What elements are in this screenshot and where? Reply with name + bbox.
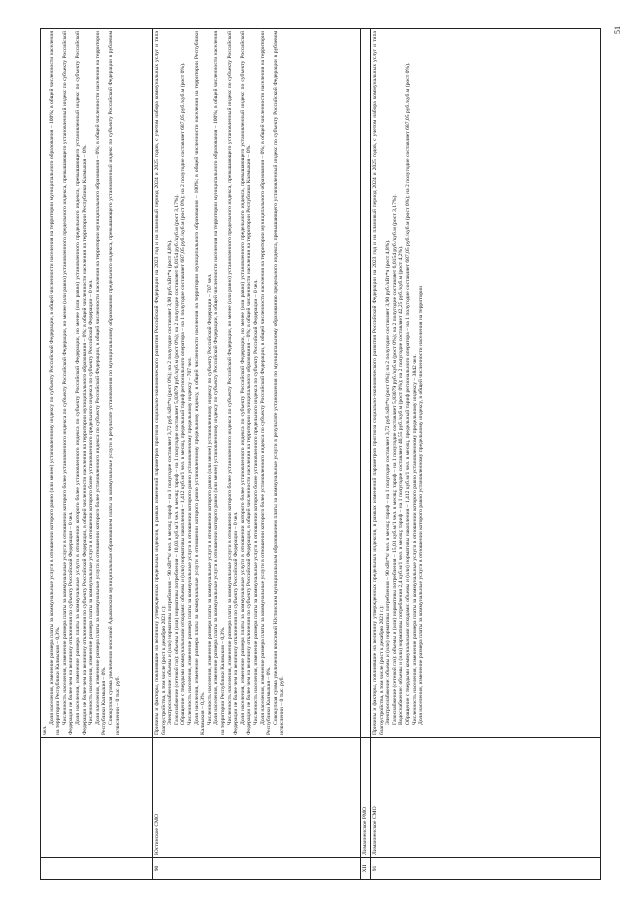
description-cell: [361, 29, 371, 738]
description-paragraph: Водоснабжение: объемы и (или) нормативы потребления 2,4 куб.м/1 чел. в месяц; тариф – на 1 полугодие составляет 40,55 руб./куб.м (рост 0%); на 2 полугодие составляет 42,25 руб./куб.м (рост 4,2%).: [398, 245, 405, 725]
section-row: [361, 29, 371, 880]
description-paragraph: Электроснабжение: объемы и (или) нормативы потребления – 90 кВт*ч/ чел. в месяц; тариф – на 1 полугодие составляет 3,72 руб./кВт*ч (рост 0%); на 2 полугодие составляет 3,90 руб./кВт*ч (рост 4,8%).: [167, 239, 174, 725]
row-number: XII: [361, 858, 371, 880]
description-cell: [153, 29, 361, 738]
description-paragraph: Совокупная сумма увеличения вносимой Адыковским муниципальным образованием платы за коммунальные услуги в результате установления по муниципальному образованию предельного индекса, превышающего установленный индекс по субъекту Российской Федерации в рублевом исчислении – 0 тыс. руб.: [107, 31, 121, 735]
description-cell: [41, 29, 153, 738]
municipality-name: Юстинское СМО: [153, 738, 361, 858]
table-row: [41, 29, 153, 880]
description-paragraph: Доля населения, изменение размера платы за коммунальные услуги в отношении которого равно установленному предельному индексу, в общей численности населения на территории муниципального образования – 100%; в общей численности населения на территории Республики Калмыкия – 0,3%.: [193, 31, 207, 735]
description-paragraph: Причины и факторы, повлиявшие на величину утвержденных предельных индексов, в рамках изменений параметров прогноза социально-экономического развития Российской Федерации на 2023 год и на плановый период 2024 и 2025 годов, с учетом набора коммунальных услуг и типа благоустройства, в том числе (рост к декабрю 2021 г.):: [154, 31, 167, 735]
table-row: [153, 29, 361, 880]
description-paragraph: Численность населения, изменение размера платы за коммунальные услуги в отношении которого более установленного индекса по субъекту Российской Федерации, но менее (или равно) установленного предельного индекса, превышающего установленный индекс по субъекту Российской Федерации не более чем на величину отклонения по субъекту Российской Федерации – 0 чел.: [61, 31, 75, 735]
description-paragraph: Газоснабжение (сетевой газ): объемы и (или) нормативы потребления – 15,01 куб.м/1 чел. в месяц; тариф – на 1 полугодие составляет 5,83079 руб./куб.м (рост 0%); на 2 полугодие составляет 6,0154 руб./куб.м (рост 3,17%).: [391, 194, 398, 725]
description-paragraph: Доля населения, изменение размера платы за коммунальные услуги в отношении которого более установленного индекса по субъекту Российской Федерации, в общей численности населения на территории муниципального образования – 0%; в общей численности населения на территории Республики Калмыкия – 0%.: [94, 31, 108, 735]
rotated-table-container: [40, 28, 600, 880]
document-sheet: [40, 28, 600, 880]
description-paragraph: Обращение с твердыми коммунальными отходами: объемы и (или) нормативы накопления – 1,412 куб.м/1 чел. в месяц, предельный тариф регионального оператора – на 1 полугодие составляет 687,05 руб./куб.м (рост 0%); на 2 полугодие составляет 687,05 руб./куб.м (рост 0%).: [404, 62, 411, 725]
index-table: [40, 28, 601, 880]
row-number: [41, 858, 153, 880]
description-paragraph: Численность населения, изменение размера платы за коммунальные услуги в отношении которого более установленного индекса по субъекту Российской Федерации, но менее (или равно) установленного предельного индекса, превышающего установленный индекс по субъекту Российской Федерации не более чем на величину отклонения по субъекту Российской Федерации – 0 чел.: [226, 31, 240, 735]
description-paragraph: Численность населения, изменение размера платы за коммунальные услуги в отношении которого более установленного предельного индекса по субъекту Российской Федерации – 0 чел.: [88, 279, 95, 725]
description-paragraph: Доля населения, изменение размера платы за коммунальные услуги в отношении которого более установленного индекса по субъекту Российской Федерации, но менее (или равно) установленного предельного индекса, превышающего установленный индекс по субъекту Российской Федерации не более чем на величину отклонения по субъекту Российской Федерации, в общей численности населения на территории муниципального образования – 0%; в общей численности населения на территории Республики Калмыкия – 0%.: [239, 31, 253, 735]
description-paragraph: Совокупная сумма увеличения вносимой Юстинским муниципальным образованием платы за коммунальные услуги в результате установления по муниципальному образованию предельного индекса, превышающего установленный индекс по субъекту Российской Федерации в рублевом исчислении – 0 тыс. руб.: [272, 31, 286, 735]
description-paragraph: Численность населения, изменение размера платы за коммунальные услуги в отношении которого равно установленному предельному индексу – 707 чел.: [186, 357, 193, 725]
description-paragraph: Доля населения, изменение размера платы за коммунальные услуги в отношении которого более установленного индекса по субъекту Российской Федерации, но менее (или равно) установленного предельного индекса, превышающего установленный индекс по субъекту Российской Федерации не более чем на величину отклонения по субъекту Российской Федерации, в общей численности населения на территории муниципального образования – 0%; в общей численности населения на территории Республики Калмыкия – 0%.: [74, 31, 88, 735]
description-paragraph: Доля населения, изменение размера платы за коммунальные услуги в отношении которого более установленного индекса по субъекту Российской Федерации, в общей численности населения на территории муниципального образования – 0%; в общей численности населения на территории Республики Калмыкия – 0%.: [259, 31, 273, 735]
description-paragraph: Причины и факторы, повлиявшие на величину утвержденных предельных индексов, в рамках изменений параметров прогноза социально-экономического развития Российской Федерации на 2023 год и на плановый период 2024 и 2025 годов, с учетом набора коммунальных услуг и типа благоустройства, в том числе (рост к декабрю 2021 г.):: [372, 31, 385, 735]
description-paragraph: Доля населения, изменение размера платы за коммунальные услуги в отношении которого равно установленному предельному индексу, в общей численности населения на территории: [418, 285, 425, 725]
municipality-name: Лиманненское РМО: [361, 738, 371, 858]
page-number: 51: [613, 26, 622, 34]
row-number: 91: [371, 858, 601, 880]
description-paragraph: Доля населения, изменение размера платы за коммунальные услуги в отношении которого равно (или менее) установленному индексу по субъекту Российской Федерации, в общей численности населения на территории муниципального образования – 100%; в общей численности населения на территории Республики Калмыкия – 0,3%.: [48, 31, 62, 735]
row-number: 90: [153, 858, 361, 880]
municipality-name: Лиманненское СМО: [371, 738, 601, 858]
description-cell: [371, 29, 601, 738]
description-paragraph: Газоснабжение (сетевой газ): объемы и (или) нормативы потребления – 10,03 куб.м/1 чел. в месяц; тариф – на 1 полугодие составляет 5,83079 руб./куб.м (рост 0%); на 2 полугодие составляет 6,0154 руб./куб.м (рост 3,17%).: [173, 194, 180, 725]
municipality-name: [41, 738, 153, 858]
description-paragraph: Обращение с твердыми коммунальными отходами: объемы и (или) нормативы накопления – 1,412 куб.м/1 чел. в месяц, предельный тариф регионального оператора – на 1 полугодие составляет 687,05 руб./куб.м (рост 0%); на 2 полугодие составляет 687,05 руб./куб.м (рост 0%).: [180, 62, 187, 725]
description-paragraph: Численность населения, изменение размера платы за коммунальные услуги в отношении которого равно (или менее) установленному индексу по субъекту Российской Федерации – 707 чел.: [206, 273, 213, 725]
description-paragraph: Численность населения, изменение размера платы за коммунальные услуги в отношении которого равно установленному предельному индексу – 3842 чел.: [411, 354, 418, 725]
description-paragraph: Численность населения, изменение размера платы за коммунальные услуги в отношении которого более установленного предельного индекса по субъекту Российской Федерации – 0 чел.: [252, 279, 259, 725]
description-paragraph: чел.: [42, 725, 48, 735]
table-row: [371, 29, 601, 880]
description-paragraph: Доля населения, изменение размера платы за коммунальные услуги в отношении которого равно (или менее) установленному индексу по субъекту Российской Федерации, в общей численности населения на территории муниципального образования – 100%; в общей численности населения на территории Республики Калмыкия – 0,3%.: [213, 31, 226, 735]
description-paragraph: Электроснабжение: объемы и (или) нормативы потребления – 90 кВт*ч/ чел. в месяц; тариф – на 1 полугодие составляет 3,72 руб./кВт*ч (рост 0%); на 2 полугодие составляет 3,90 руб./кВт*ч (рост 4,8%).: [385, 239, 392, 725]
table-body: [41, 29, 601, 880]
